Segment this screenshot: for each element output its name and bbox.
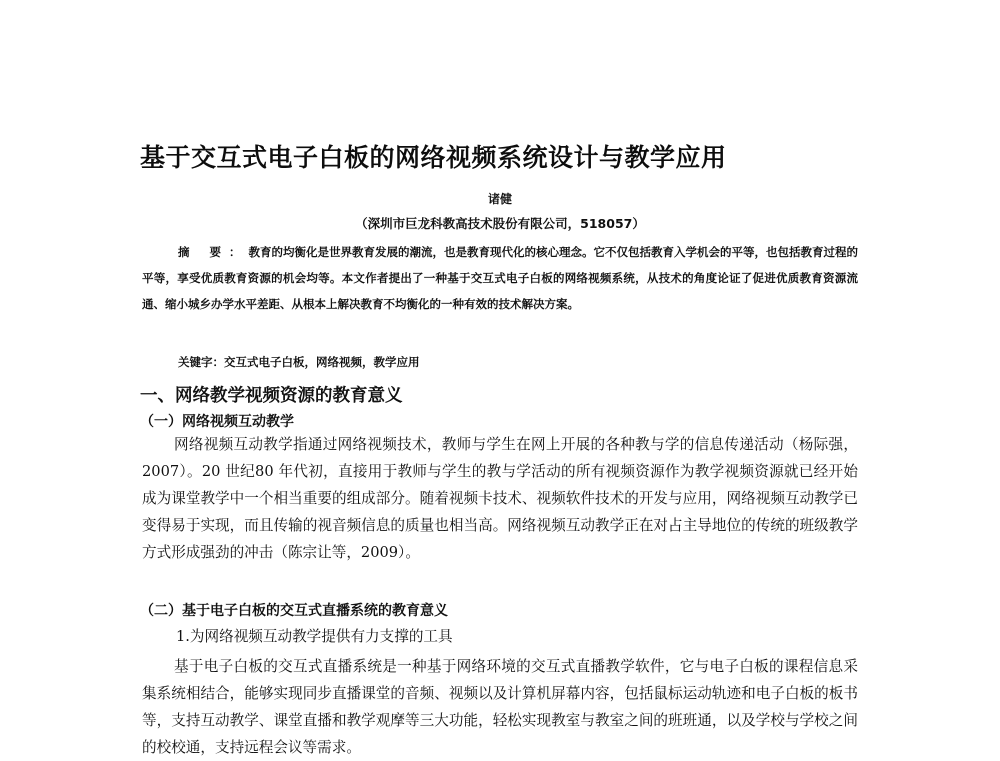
subsection-heading: （一）网络视频互动教学 — [140, 414, 294, 430]
body-paragraph: 基于电子白板的交互式直播系统是一种基于网络环境的交互式直播教学软件，它与电子白板的课程信息采集系统相结合，能够实现同步直播课堂的音频、视频以及计算机屏幕内容，包括鼠标运动轨迹和电子白板的板书等，支持互动教学、课堂直播和教学观摩等三大功能，轻松实现教室与教室之间的班班通，以及学校与学校之间的校校通，支持远程会议等需求。 — [142, 658, 858, 756]
body-paragraph: 网络视频互动教学指通过网络视频技术，教师与学生在网上开展的各种教与学的信息传递活动（杨际强，2007）。20 世纪80 年代初，直接用于教师与学生的教与学活动的所有视频资源作为教学视频资源就已经开始成为课堂教学中一个相当重要的组成部分。随着视频卡技术、视频软件技术的开发与应用，网络视频互动教学已变得易于实现，而且传输的视音频信息的质量也相当高。网络视频互动教学正在对占主导地位的传统的班级教学方式形成强劲的冲击（陈宗让等，2009）。 — [142, 436, 858, 561]
paper-title: 基于交互式电子白板的网络视频系统设计与教学应用 — [140, 143, 727, 172]
author-affiliation: （深圳市巨龙科教高技术股份有限公司，518057） — [355, 216, 645, 231]
section-heading: 一、网络教学视频资源的教育意义 — [140, 386, 403, 406]
abstract-label: 摘 要： — [178, 245, 249, 259]
keywords-label: 关键字： — [178, 355, 224, 369]
subsection-heading: （二）基于电子白板的交互式直播系统的教育意义 — [140, 603, 448, 619]
numbered-item: 1.为网络视频互动教学提供有力支撑的工具 — [176, 628, 453, 645]
author-name: 诸健 — [487, 192, 512, 206]
keywords-text: 交互式电子白板，网络视频，教学应用 — [224, 355, 420, 369]
abstract — [142, 239, 858, 317]
abstract-text: 教育的均衡化是世界教育发展的潮流，也是教育现代化的核心理念。它不仅包括教育入学机会的平等，也包括教育过程的平等，享受优质教育资源的机会均等。本文作者提出了一种基于交互式电子白板的网络视频系统，从技术的角度论证了促进优质教育资源流通、缩小城乡办学水平差距、从根本上解决教育不均衡化的一种有效的技术解决方案。 — [142, 245, 859, 311]
keywords — [178, 354, 858, 370]
